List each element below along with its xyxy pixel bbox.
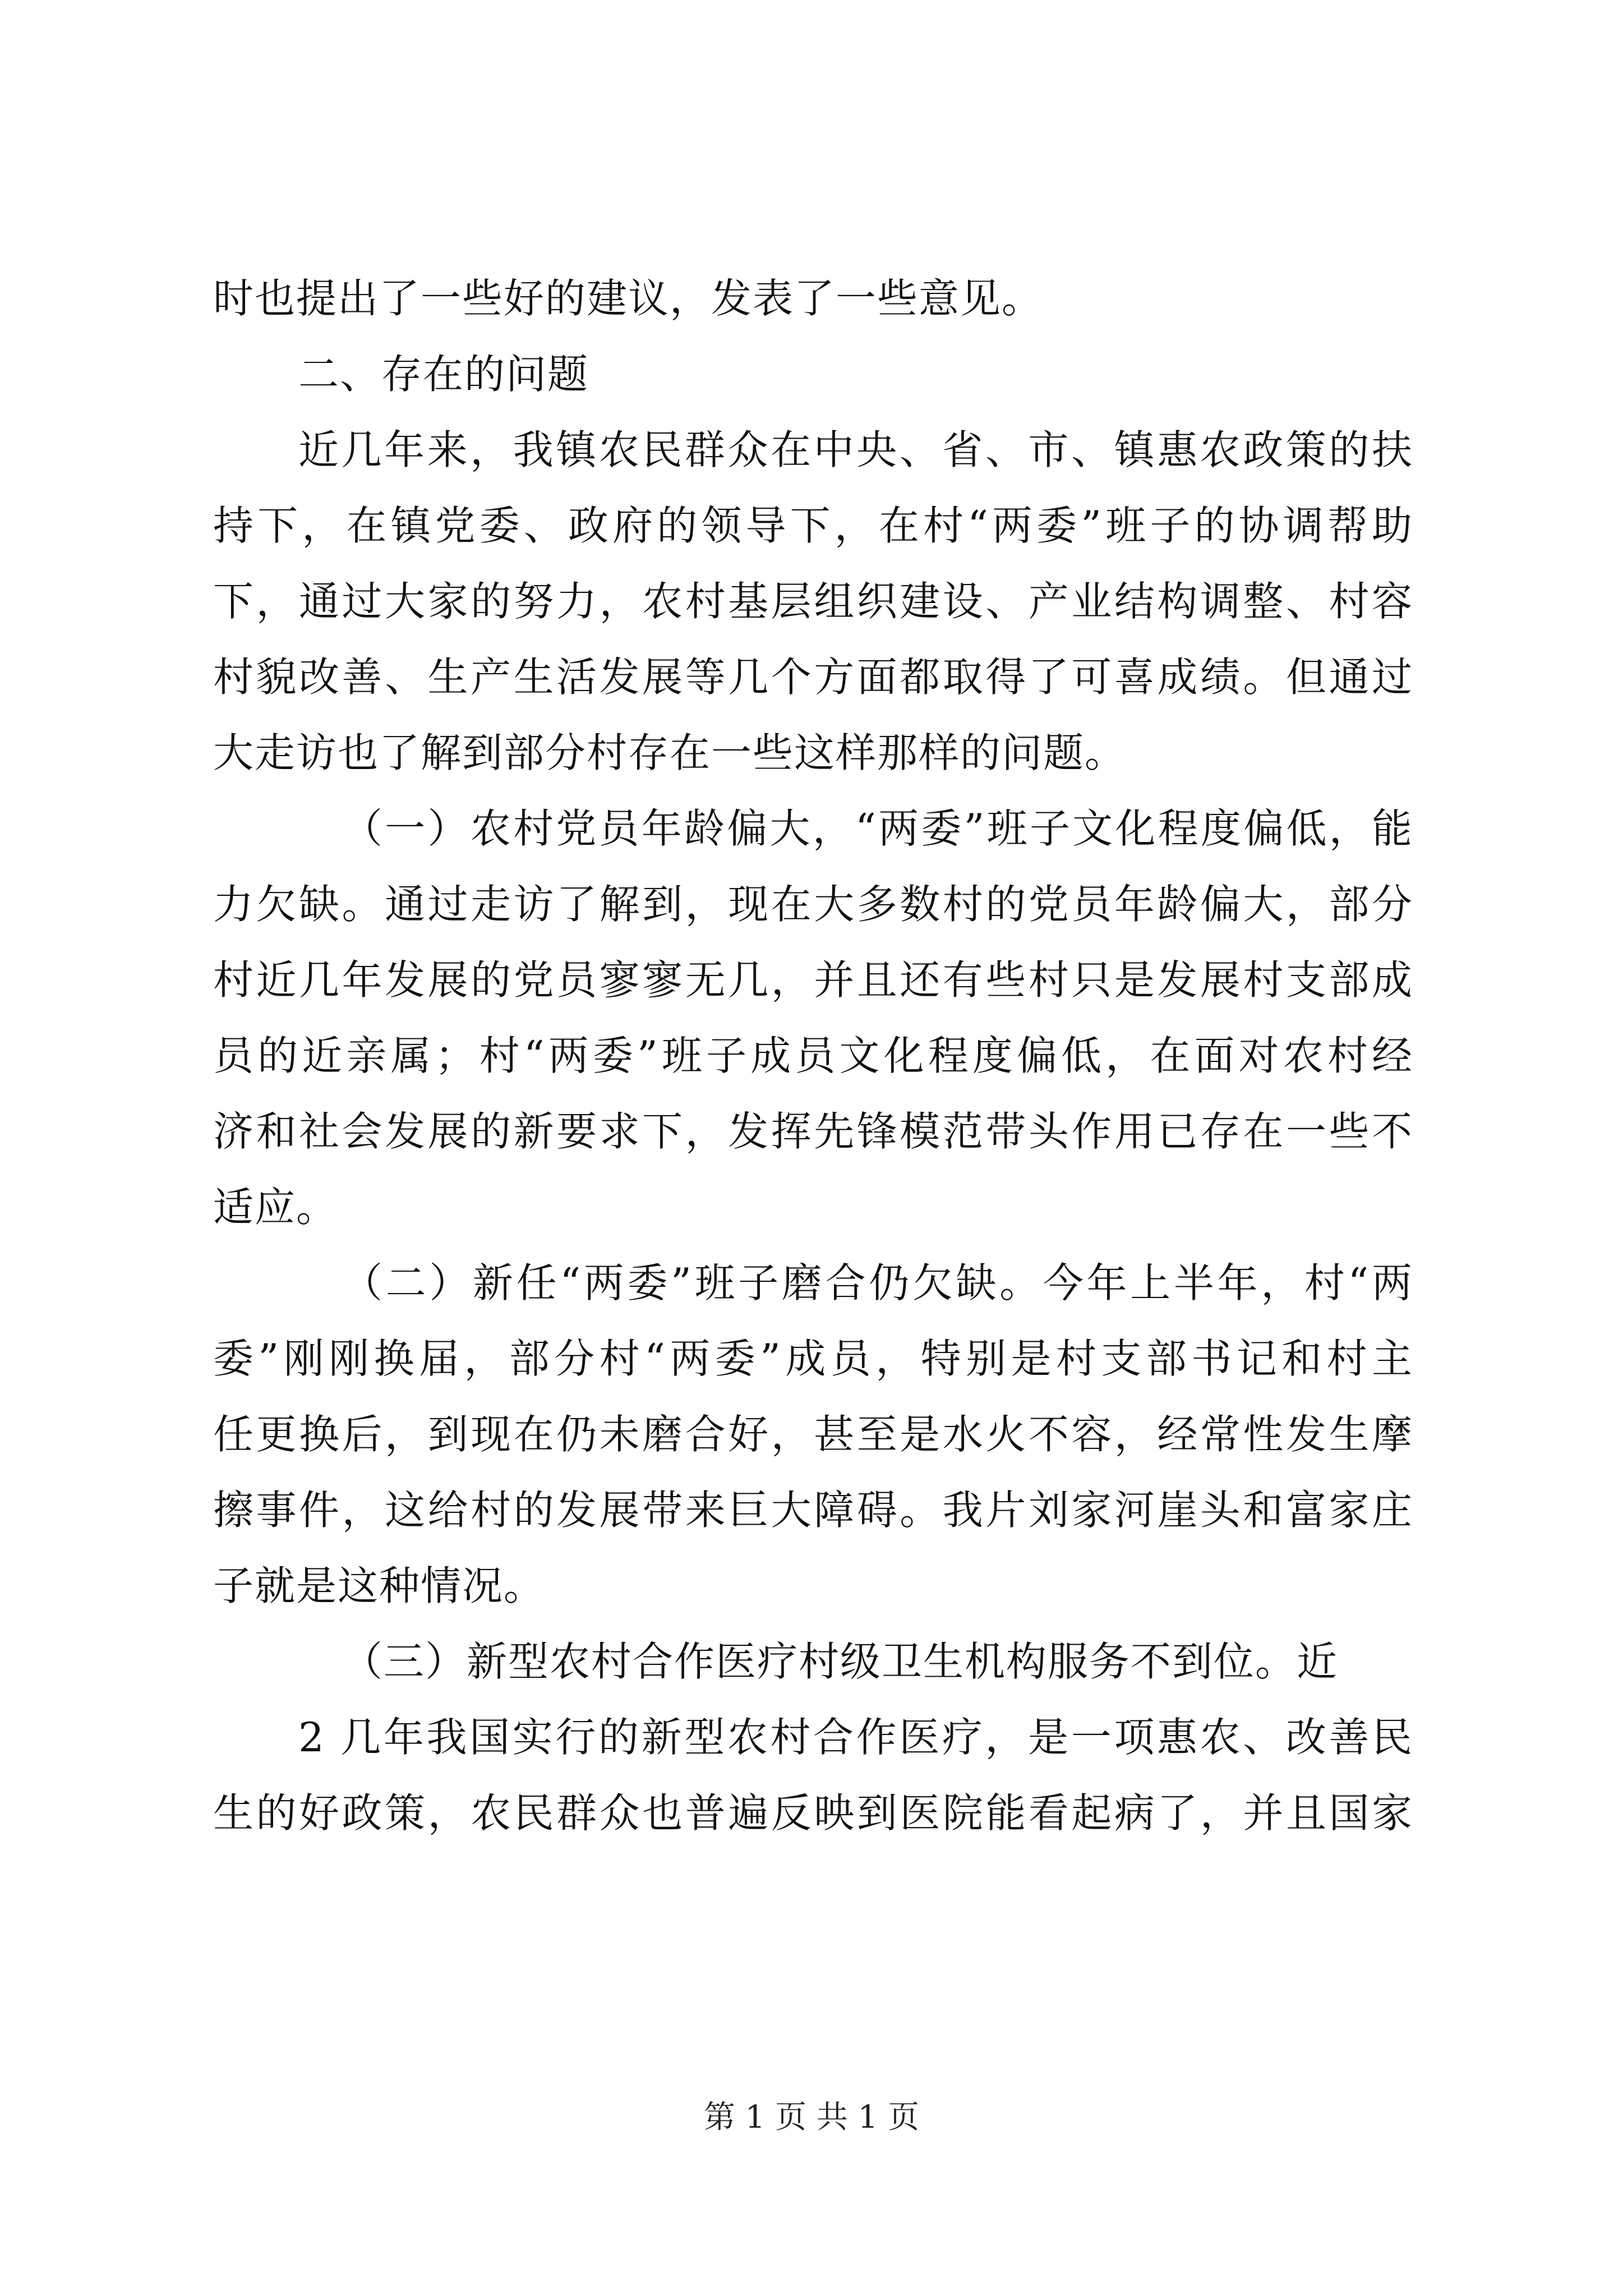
subsection-heading: （一）农村党员年龄偏大，“两委”班子文化程度偏低，能 [342, 805, 1413, 852]
text-line: 时也提出了一些好的建议，发表了一些意见。 [213, 275, 1044, 322]
text-line: 村貌改善、生产生活发展等几个方面都取得了可喜成绩。但通过 [213, 654, 1413, 701]
text-line: 任更换后，到现在仍未磨合好，甚至是水火不容，经常性发生摩 [213, 1411, 1413, 1458]
text-line: 2 几年我国实行的新型农村合作医疗，是一项惠农、改善民 [298, 1714, 1413, 1761]
text-line: 近几年来，我镇农民群众在中央、省、市、镇惠农政策的扶 [298, 426, 1413, 473]
text-line: 下，通过大家的努力，农村基层组织建设、产业结构调整、村容 [213, 578, 1413, 625]
page-number-footer: 第 1 页 共 1 页 [703, 2099, 920, 2136]
text-line: 济和社会发展的新要求下，发挥先锋模范带头作用已存在一些不 [213, 1108, 1413, 1155]
text-line: 大走访也了解到部分村存在一些这样那样的问题。 [213, 729, 1127, 776]
document-body [213, 261, 1413, 1851]
text-line: 子就是这种情况。 [213, 1562, 546, 1609]
text-line: 持下，在镇党委、政府的领导下，在村“两委”班子的协调帮助 [213, 502, 1413, 549]
text-line: 生的好政策，农民群众也普遍反映到医院能看起病了，并且国家 [213, 1789, 1413, 1837]
text-line: 力欠缺。通过走访了解到，现在大多数村的党员年龄偏大，部分 [213, 881, 1413, 928]
text-line: 村近几年发展的党员寥寥无几，并且还有些村只是发展村支部成 [213, 956, 1413, 1004]
subsection-heading: （三）新型农村合作医疗村级卫生机构服务不到位。近 [342, 1638, 1339, 1685]
text-line: 员的近亲属；村“两委”班子成员文化程度偏低，在面对农村经 [213, 1032, 1413, 1079]
text-line: 擦事件，这给村的发展带来巨大障碍。我片刘家河崖头和富家庄 [213, 1487, 1413, 1534]
section-heading: 二、存在的问题 [298, 351, 589, 398]
text-line: 委”刚刚换届，部分村“两委”成员，特别是村支部书记和村主 [213, 1335, 1413, 1382]
subsection-heading: （二）新任“两委”班子磨合仍欠缺。今年上半年，村“两 [342, 1259, 1413, 1306]
text-line: 适应。 [213, 1184, 338, 1231]
